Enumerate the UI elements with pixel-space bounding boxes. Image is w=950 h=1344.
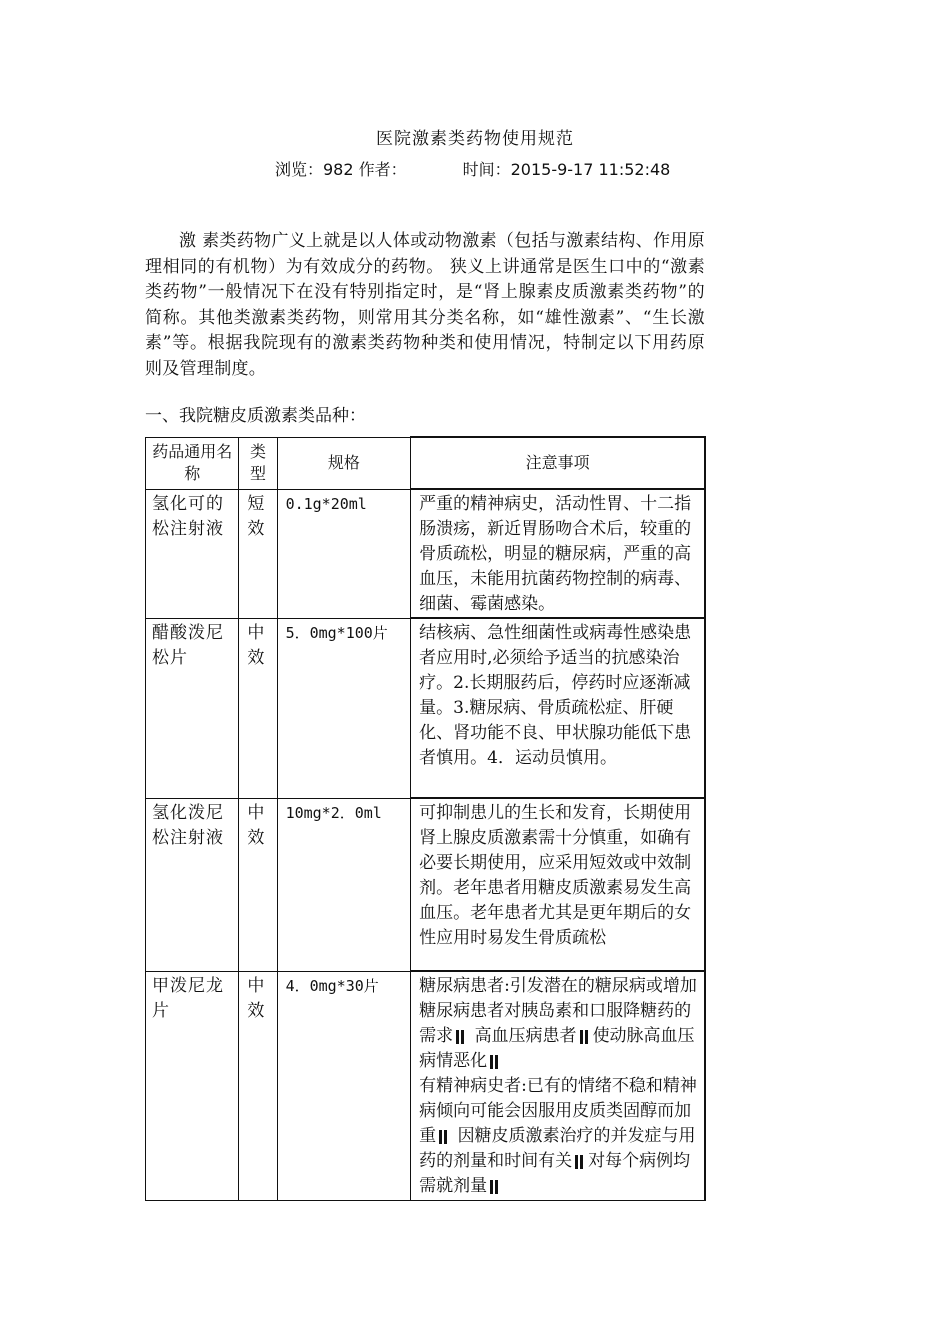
note-part: 因糖皮质激素治疗的并发症与用药的剂量和时间有关 xyxy=(419,1126,696,1171)
drug-note: 可抑制患儿的生长和发育，长期使用肾上腺皮质激素需十分慎重，如确有必要长期使用，应采用短效或中效制剂。老年患者用糖皮质激素易发生高血压。老年患者尤其是更年期后的女性应用时易发生骨质疏松 xyxy=(411,798,705,971)
drug-type: 中效 xyxy=(239,798,277,971)
table-row xyxy=(146,971,706,1200)
header-name: 药品通用名称 xyxy=(146,437,239,489)
publish-time: 时间：2015-9-17 11:52:48 xyxy=(462,160,671,179)
drug-type: 中效 xyxy=(239,618,277,798)
section-heading: 一、我院糖皮质激素类品种： xyxy=(145,406,366,426)
drug-name: 氢化泼尼松注射液 xyxy=(146,798,239,971)
header-note: 注意事项 xyxy=(411,437,705,489)
page-title: 医院激素类药物使用规范 xyxy=(376,129,574,149)
author-label: 作者： xyxy=(358,160,407,179)
note-part: 对每个病例均需就剂量 xyxy=(419,1151,691,1196)
garbled-glyph-icon xyxy=(439,1130,449,1144)
meta-line xyxy=(275,157,670,180)
garbled-glyph-icon xyxy=(456,1030,466,1044)
table-header-row xyxy=(146,437,706,489)
table-row xyxy=(146,618,706,798)
drug-name: 氢化可的松注射液 xyxy=(146,489,239,618)
note-part: 有精神病史者:已有的情绪不稳和精神病倾向可能会因服用皮质类固醇而加重 xyxy=(419,1076,697,1146)
drug-type: 短效 xyxy=(239,489,277,618)
garbled-glyph-icon xyxy=(490,1180,500,1194)
note-part: 高血压病患者 xyxy=(474,1026,577,1046)
drug-note: 结核病、急性细菌性或病毒性感染患者应用时,必须给予适当的抗感染治疗。2.长期服药后，停药时应逐渐减量。3.糖尿病、骨质疏松症、肝硬化、肾功能不良、甲状腺功能低下患者慎用。4．运动员慎用。 xyxy=(411,618,705,798)
garbled-glyph-icon xyxy=(575,1155,585,1169)
drug-type: 中效 xyxy=(239,971,277,1200)
header-spec: 规格 xyxy=(277,437,411,489)
garbled-glyph-icon xyxy=(580,1030,590,1044)
note-part: 使动脉高血压病情恶化 xyxy=(419,1026,695,1071)
drug-spec: 10mg*2．0ml xyxy=(277,798,411,971)
drug-spec: 5．0mg*100片 xyxy=(277,618,411,798)
drug-note xyxy=(411,971,705,1200)
intro-paragraph: 激 素类药物广义上就是以人体或动物激素（包括与激素结构、作用原理相同的有机物）为有效成分的药物。 狭义上讲通常是医生口中的“激素类药物”一般情况下在没有特别指定时，是“肾上腺素皮质激素类药物”的简称。其他类激素类药物，则常用其分类名称，如“雄性激素”、“生长激素”等。根据我院现有的激素类药物种类和使用情况，特制定以下用药原则及管理制度。 xyxy=(145,231,705,379)
drug-name: 醋酸泼尼松片 xyxy=(146,618,239,798)
table-row xyxy=(146,798,706,971)
drug-spec: 4．0mg*30片 xyxy=(277,971,411,1200)
table-row xyxy=(146,489,706,618)
drug-note: 严重的精神病史，活动性胃、十二指肠溃疡，新近胃肠吻合术后，较重的骨质疏松，明显的糖尿病，严重的高血压，未能用抗菌药物控制的病毒、细菌、霉菌感染。 xyxy=(411,489,705,618)
garbled-glyph-icon xyxy=(490,1055,500,1069)
drug-name: 甲泼尼龙片 xyxy=(146,971,239,1200)
drug-spec: 0.1g*20ml xyxy=(277,489,411,618)
drug-table xyxy=(145,436,706,1201)
note-part: 糖尿病患者:引发潜在的糖尿病或增加糖尿病患者对胰岛素和口服降糖药的需求 xyxy=(419,976,697,1046)
header-type: 类型 xyxy=(239,437,277,489)
views-count: 浏览：982 xyxy=(275,160,354,179)
